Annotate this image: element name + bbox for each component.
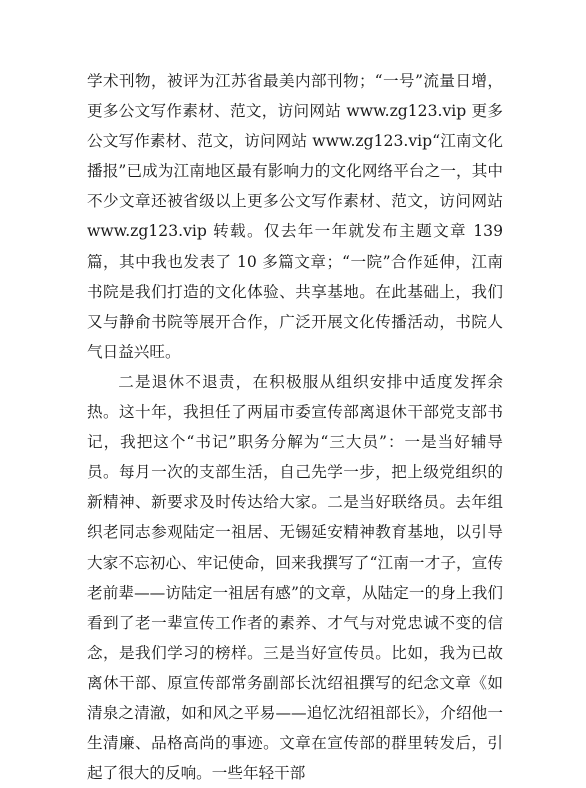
paragraph-continuation: 学术刊物，被评为江苏省最美内部刊物；“一号”流量日增，更多公文写作素材、范文，访问网站 www.zg123.vip 更多公文写作素材、范文，访问网站 www.zg123.vip“江南文化播报”已成为江南地区最有影响力的文化网络平台之一，其中不少文章还被省级以上更多公文写作素材、范文，访问网站 www.zg123.vip 转载。仅去年一年就发布主题文章 139 篇，其中我也发表了 10 多篇文章；“一院”合作延伸，江南书院是我们打造的文化体验、共享基地。在此基础上，我们又与静俞书院等展开合作，广泛开展文化传播活动，书院人气日益兴旺。 [87,72,508,361]
paragraph-retirement-duties: 二是退休不退责，在积极服从组织安排中适度发挥余热。这十年，我担任了两届市委宣传部离退休干部党支部书记，我把这个“书记”职务分解为“三大员”：一是当好辅导员。每月一次的支部生活，自己先学一步，把上级党组织的新精神、新要求及时传达给大家。二是当好联络员。去年组织老同志参观陆定一祖居、无锡延安精神教育基地，以引导大家不忘初心、牢记使命，回来我撰写了“江南一才子，宣传老前辈——访陆定一祖居有感”的文章，从陆定一的身上我们看到了老一辈宣传工作者的素养、才气与对党忠诚不变的信念，是我们学习的榜样。三是当好宣传员。比如，我为已故离休干部、原宣传部常务副部长沈绍祖撰写的纪念文章《如清泉之清澈，如和风之平易——追忆沈绍祖部长》，介绍他一生清廉、品格高尚的事迹。文章在宣传部的群里转发后，引起了很大的反响。一些年轻干部 [87,372,503,783]
document-body [87,66,508,788]
